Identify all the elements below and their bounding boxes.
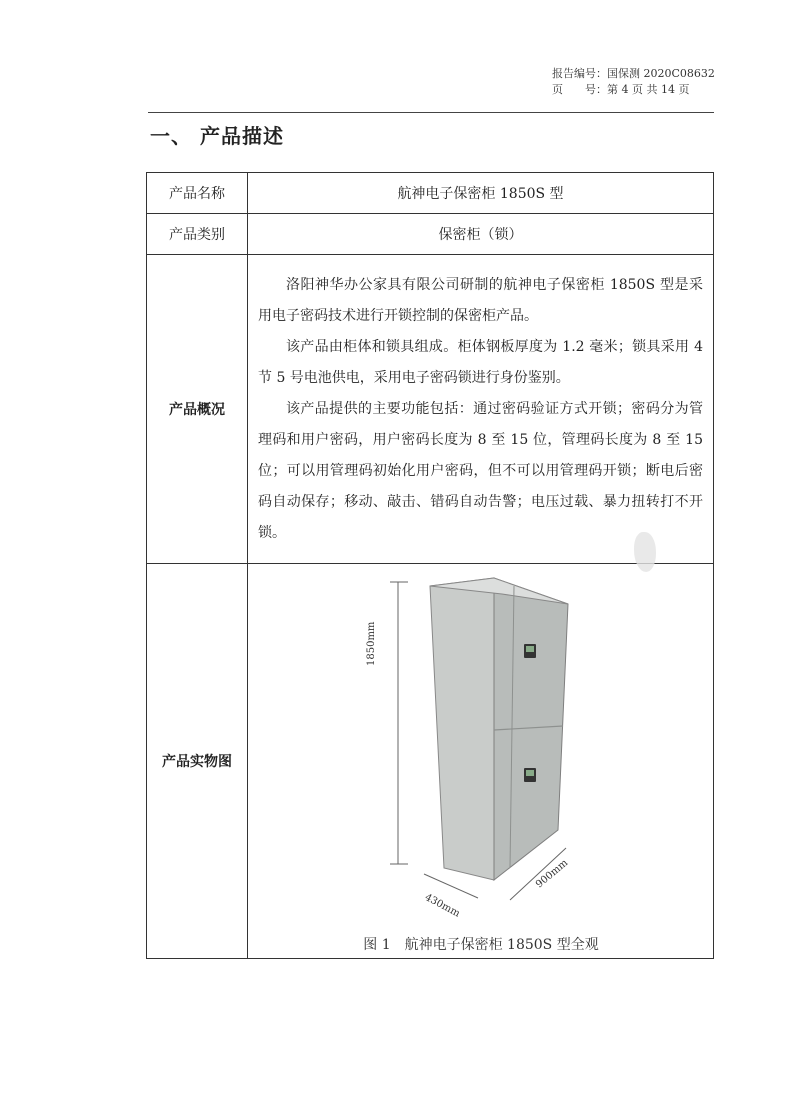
height-dimension-label: 1850mm <box>366 621 377 666</box>
page-number: 页 号：第 4 页 共 14 页 <box>552 83 690 96</box>
scan-stain <box>634 532 656 572</box>
table-row <box>147 214 714 255</box>
overview-cell <box>248 255 714 564</box>
table-row <box>147 564 714 959</box>
photo-label: 产品实物图 <box>147 564 248 959</box>
overview-paragraph: 该产品提供的主要功能包括：通过密码验证方式开锁；密码分为管理码和用户密码，用户密码长度为 8 至 15 位，管理码长度为 8 至 15 位；可以用管理码初始化用户密码，但不可以用管理码开锁；断电后密码自动保存；移动、敲击、错码自动告警；电压过载、暴力扭转打不开锁。 <box>258 400 703 541</box>
table-row <box>147 173 714 214</box>
overview-paragraph: 洛阳神华办公家具有限公司研制的航神电子保密柜 1850S 型是采用电子密码技术进行开锁控制的保密柜产品。 <box>258 276 703 324</box>
name-label: 产品名称 <box>147 173 248 214</box>
report-meta <box>552 66 715 98</box>
figure-caption: 图 1 航神电子保密柜 1850S 型全观 <box>363 937 599 953</box>
report-number: 报告编号：国保测 2020C08632 <box>552 67 715 80</box>
cabinet-photo <box>248 564 714 958</box>
overview-paragraph: 该产品由柜体和锁具组成。柜体钢板厚度为 1.2 毫米；锁具采用 4 节 5 号电池供电，采用电子密码锁进行身份鉴别。 <box>258 338 703 386</box>
product-figure <box>248 564 714 958</box>
overview-text <box>248 270 713 549</box>
table-row <box>147 255 714 564</box>
width-dimension-label: 430mm <box>422 892 462 920</box>
product-info-table <box>146 172 714 959</box>
header-rule <box>148 112 714 113</box>
photo-cell <box>248 564 714 959</box>
section-title: 一、 产品描述 <box>150 124 284 148</box>
cabinet-side <box>430 578 494 880</box>
category-value: 保密柜（锁） <box>248 214 714 255</box>
overview-label: 产品概况 <box>147 255 248 564</box>
category-label: 产品类别 <box>147 214 248 255</box>
name-value: 航神电子保密柜 1850S 型 <box>248 173 714 214</box>
depth-dimension-label: 900mm <box>534 857 571 891</box>
